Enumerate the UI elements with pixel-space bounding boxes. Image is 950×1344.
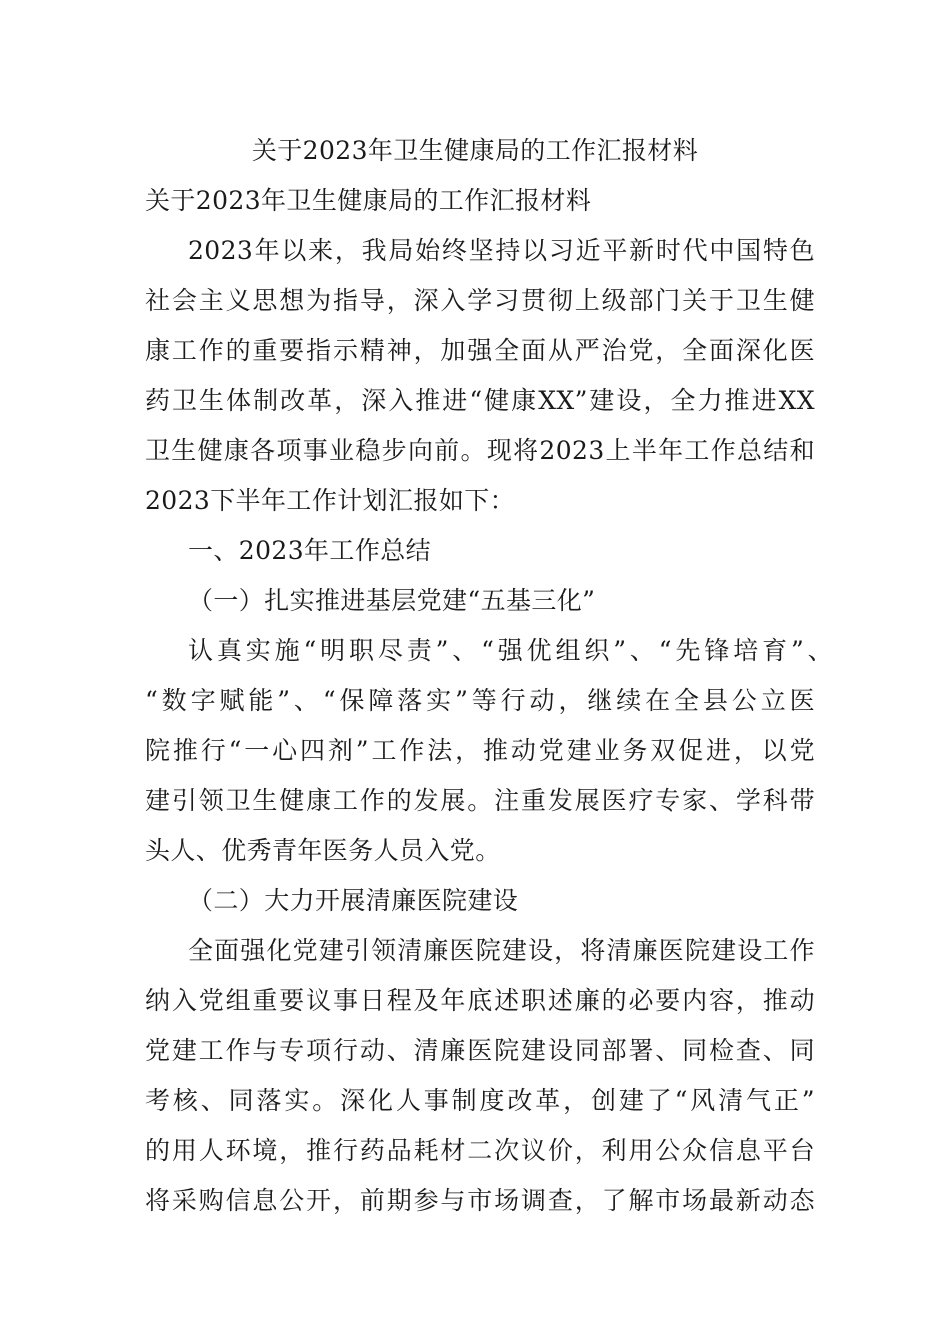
paragraph-line: 全面强化党建引领清廉医院建设，将清廉医院建设工作 [188, 936, 815, 965]
subsection-heading: （一）扎实推进基层党建“五基三化” [188, 586, 596, 615]
intro-line: 社会主义思想为指导，深入学习贯彻上级部门关于卫生健 [145, 286, 815, 315]
intro-line: 康工作的重要指示精神，加强全面从严治党，全面深化医 [145, 336, 815, 365]
paragraph-line: 纳入党组重要议事日程及年底述职述廉的必要内容，推动 [145, 986, 815, 1015]
paragraph-line: 的用人环境，推行药品耗材二次议价，利用公众信息平台 [145, 1136, 815, 1165]
paragraph-line: 将采购信息公开，前期参与市场调查，了解市场最新动态 [145, 1186, 815, 1215]
document-subtitle: 关于2023年卫生健康局的工作汇报材料 [145, 186, 592, 215]
intro-line: 药卫生体制改革，深入推进“健康XX”建设，全力推进XX [145, 386, 815, 415]
paragraph-line: 党建工作与专项行动、清廉医院建设同部署、同检查、同 [145, 1036, 815, 1065]
paragraph-line: 认真实施“明职尽责”、“强优组织”、“先锋培育”、 [188, 636, 833, 665]
paragraph-line: “数字赋能”、“保障落实”等行动，继续在全县公立医 [145, 686, 815, 715]
paragraph-line: 建引领卫生健康工作的发展。注重发展医疗专家、学科带 [145, 786, 815, 815]
intro-line: 2023年以来，我局始终坚持以习近平新时代中国特色 [188, 236, 815, 265]
section-heading: 一、2023年工作总结 [188, 536, 432, 565]
intro-line: 2023下半年工作计划汇报如下： [145, 486, 516, 515]
intro-line: 卫生健康各项事业稳步向前。现将2023上半年工作总结和 [145, 436, 815, 465]
paragraph-line: 考核、同落实。深化人事制度改革，创建了“风清气正” [145, 1086, 815, 1115]
document-title: 关于2023年卫生健康局的工作汇报材料 [251, 136, 699, 165]
paragraph-line: 头人、优秀青年医务人员入党。 [145, 836, 501, 865]
paragraph-line: 院推行“一心四剂”工作法，推动党建业务双促进，以党 [145, 736, 815, 765]
subsection-heading: （二）大力开展清廉医院建设 [188, 886, 519, 915]
